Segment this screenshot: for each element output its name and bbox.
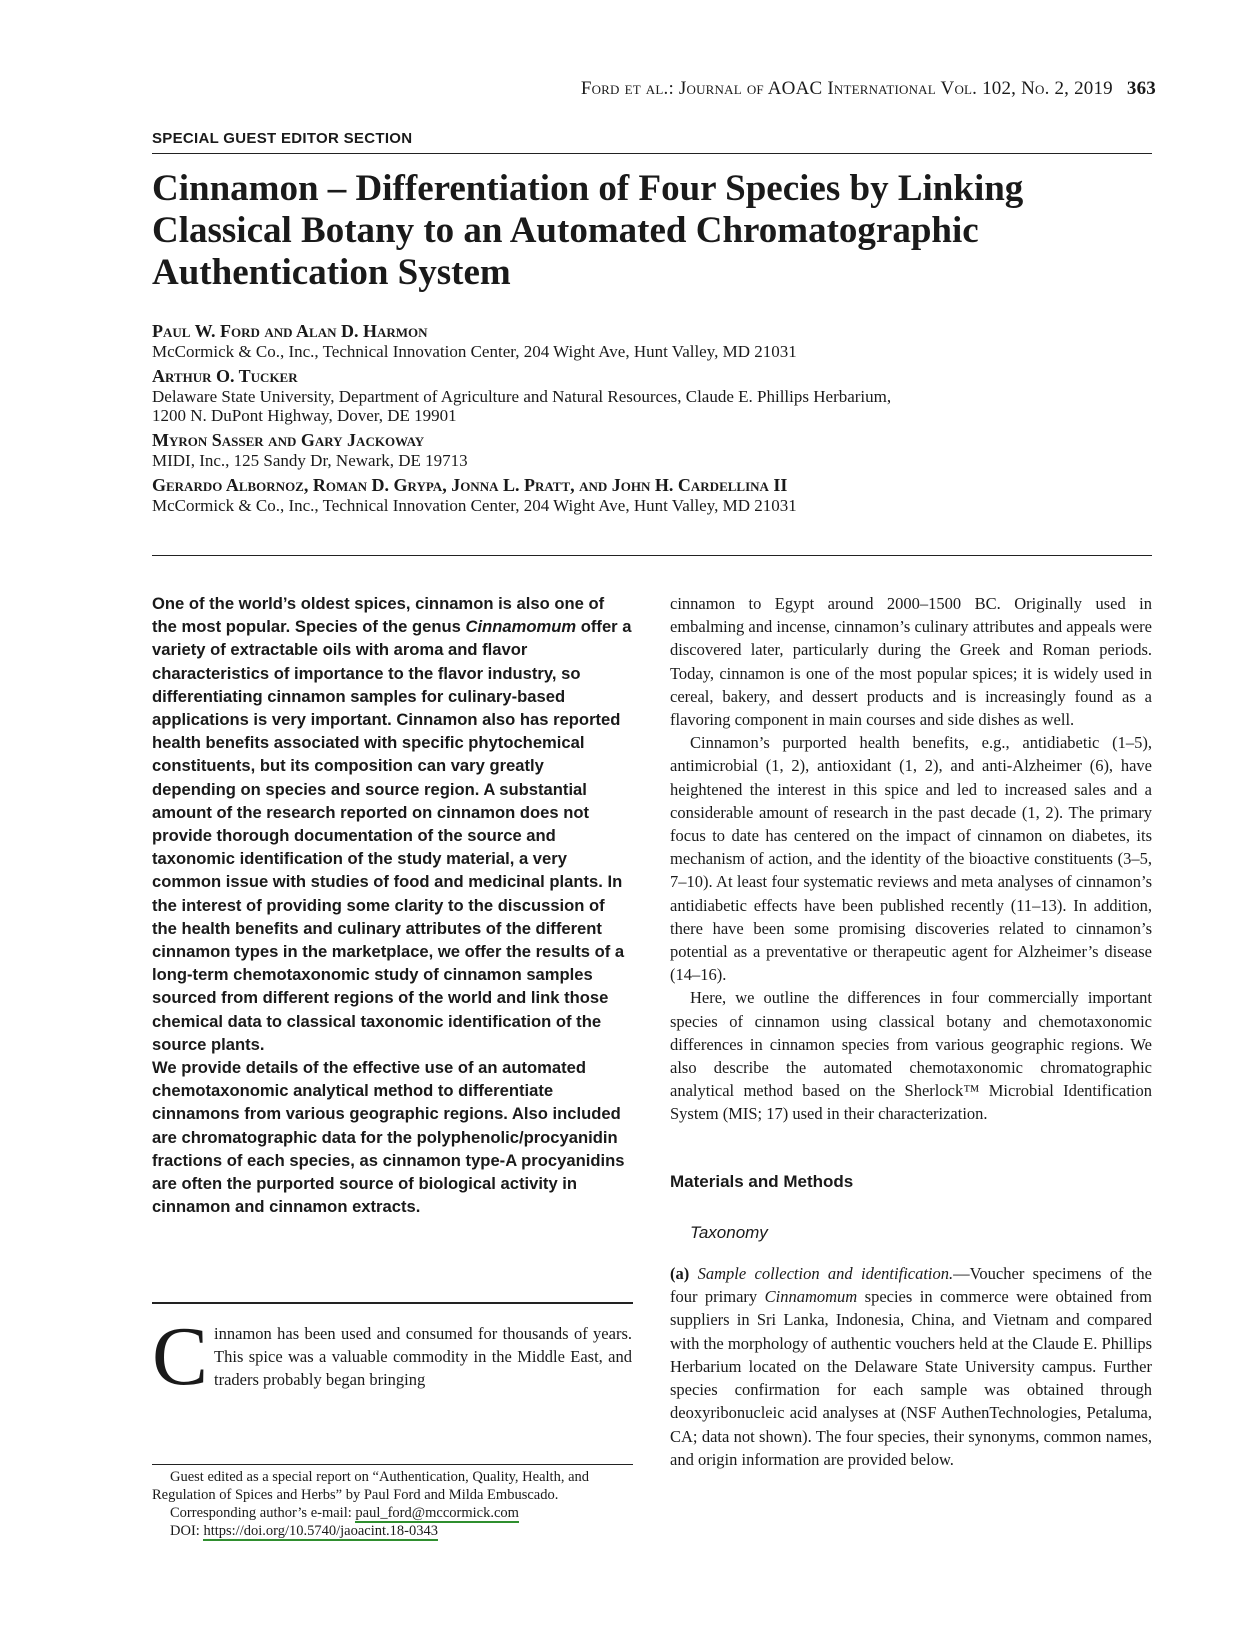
abstract-text: offer a variety of extractable oils with aroma and flavor characteristics of importance to the flavor industry, so differentiating cinnamon samples for culinary-based applications is very important. Cinnamon also has reported health benefits associated with specific phytochemical constituents, but its composition can vary greatly depending on species and source region. A substantial amount of the research reported on cinnamon does not provide thorough documentation of the source and taxonomic identification of the study material, a very common issue with studies of food and medicinal plants. In the interest of providing some clarity to the discussion of the health benefits and culinary attributes of the different cinnamon types in the marketplace, we offer the results of a long-term chemotaxonomic study of cinnamon samples sourced from different regions of the world and link those chemical data to classical taxonomic identification of the source plants.	[152, 617, 632, 1054]
author-names: Paul W. Ford and Alan D. Harmon	[152, 321, 428, 341]
affiliation	[152, 387, 1152, 425]
author-names: Arthur O. Tucker	[152, 366, 298, 386]
header-rule	[152, 153, 1152, 154]
affiliation: McCormick & Co., Inc., Technical Innovation Center, 204 Wight Ave, Hunt Valley, MD 21031	[152, 342, 797, 361]
authors-rule	[152, 555, 1152, 556]
genus-name: Cinnamomum	[465, 617, 577, 637]
article-title	[152, 168, 1112, 294]
page-number: 363	[1126, 78, 1156, 99]
body-paragraph	[670, 1262, 1152, 1471]
title-line: Cinnamon – Differentiation of Four Species by Linking	[152, 168, 1024, 209]
abstract	[152, 592, 632, 1218]
intro-paragraph	[152, 1310, 632, 1403]
section-heading: Materials and Methods	[670, 1171, 854, 1191]
footnote	[152, 1468, 632, 1540]
footnote-doi	[152, 1522, 632, 1540]
affiliation: MIDI, Inc., 125 Sandy Dr, Newark, DE 19713	[152, 451, 468, 470]
email-label: Corresponding author’s e-mail:	[170, 1505, 356, 1521]
abstract-paragraph	[152, 592, 632, 1056]
body-text: —Voucher specimens of the four primary	[670, 1264, 1152, 1307]
footnote-rule	[152, 1464, 633, 1465]
author-block	[152, 320, 1152, 519]
affiliation: McCormick & Co., Inc., Technical Innovation Center, 204 Wight Ave, Hunt Valley, MD 21031	[152, 496, 797, 515]
section-label: SPECIAL GUEST EDITOR SECTION	[152, 130, 413, 147]
right-column	[670, 592, 1152, 1471]
drop-cap: C	[152, 1310, 209, 1403]
body-paragraph: Here, we outline the differences in four commercially important species of cinnamon using classical botany and chemotaxonomic differences in cinnamon species from various geographic regions. We also describe the automated chemotaxonomic chromatographic analytical method based on the Sherlock™ Microbial Identification System (MIS; 17) used in their characterization.	[670, 988, 1152, 1124]
genus-name: Cinnamomum	[764, 1287, 858, 1307]
doi-link[interactable]: https://doi.org/10.5740/jaoacint.18-0343	[203, 1523, 438, 1539]
running-head-text: Ford et al.: Journal of AOAC International Vol. 102, No. 2, 2019	[580, 78, 1113, 99]
email-link[interactable]: paul_ford@mccormick.com	[355, 1505, 519, 1521]
footnote-guest: Guest edited as a special report on “Authentication, Quality, Health, and Regulation of Spices and Herbs” by Paul Ford and Milda Embuscado.	[152, 1469, 590, 1503]
abstract-text: One of the world’s oldest spices, cinnamon is also one of the most popular. Species of the genus	[152, 594, 605, 637]
subsection-heading: Taxonomy	[690, 1222, 768, 1242]
intro-text: innamon has been used and consumed for thousands of years. This spice was a valuable commodity in the Middle East, and traders probably began bringing	[214, 1324, 632, 1390]
body-text: species in commerce were obtained from suppliers in Sri Lanka, Indonesia, China, and Vietnam and compared with the morphology of authentic vouchers held at the Claude E. Phillips Herbarium located on the Delaware State University campus. Further species confirmation for each sample was obtained through deoxyribonucleic acid analyses at (NSF AuthenTechnologies, Petaluma, CA; data not shown). The four species, their synonyms, common names, and origin information are provided below.	[670, 1287, 1152, 1469]
affiliation-line: Delaware State University, Department of Agriculture and Natural Resources, Claude E. Phillips Herbarium,	[152, 387, 892, 406]
footnote-email	[152, 1504, 632, 1522]
doi-label: DOI:	[170, 1523, 204, 1539]
affiliation-line: 1200 N. DuPont Highway, Dover, DE 19901	[152, 406, 457, 425]
body-paragraph: Cinnamon’s purported health benefits, e.g., antidiabetic (1–5), antimicrobial (1, 2), antioxidant (1, 2), and anti-Alzheimer (6), have heightened the interest in this spice and led to increased sales and a considerable amount of research in the past decade (1, 2). The primary focus to date has centered on the impact of cinnamon on diabetes, its mechanism of action, and the identity of the bioactive constituents (3–5, 7–10). At least four systematic reviews and meta analyses of cinnamon’s antidiabetic effects have been published recently (11–13). In addition, there have been some promising discoveries related to cinnamon’s potential as a preventative or therapeutic agent for Alzheimer’s disease (14–16).	[670, 733, 1152, 985]
author-names: Gerardo Albornoz, Roman D. Grypa, Jonna L. Pratt, and John H. Cardellina II	[152, 475, 788, 495]
running-head	[581, 78, 1156, 100]
item-title: Sample collection and identification.	[697, 1264, 954, 1284]
title-line: Classical Botany to an Automated Chromatographic	[152, 210, 979, 251]
author-names: Myron Sasser and Gary Jackoway	[152, 430, 425, 450]
abstract-rule	[152, 1302, 633, 1304]
body-paragraph: cinnamon to Egypt around 2000–1500 BC. Originally used in embalming and incense, cinnamon’s culinary attributes and appeals were discovered later, particularly during the Greek and Roman periods. Today, cinnamon is one of the most popular spices; it is widely used in cereal, bakery, and dessert products and is increasingly found as a flavoring component in main courses and side dishes as well.	[670, 594, 1152, 730]
title-line: Authentication System	[152, 252, 511, 293]
abstract-paragraph: We provide details of the effective use of an automated chemotaxonomic analytical method to differentiate cinnamons from various geographic regions. Also included are chromatographic data for the polyphenolic/procyanidin fractions of each species, as cinnamon type-A procyanidins are often the purported source of biological activity in cinnamon and cinnamon extracts.	[152, 1058, 625, 1217]
item-label: (a)	[670, 1264, 690, 1284]
